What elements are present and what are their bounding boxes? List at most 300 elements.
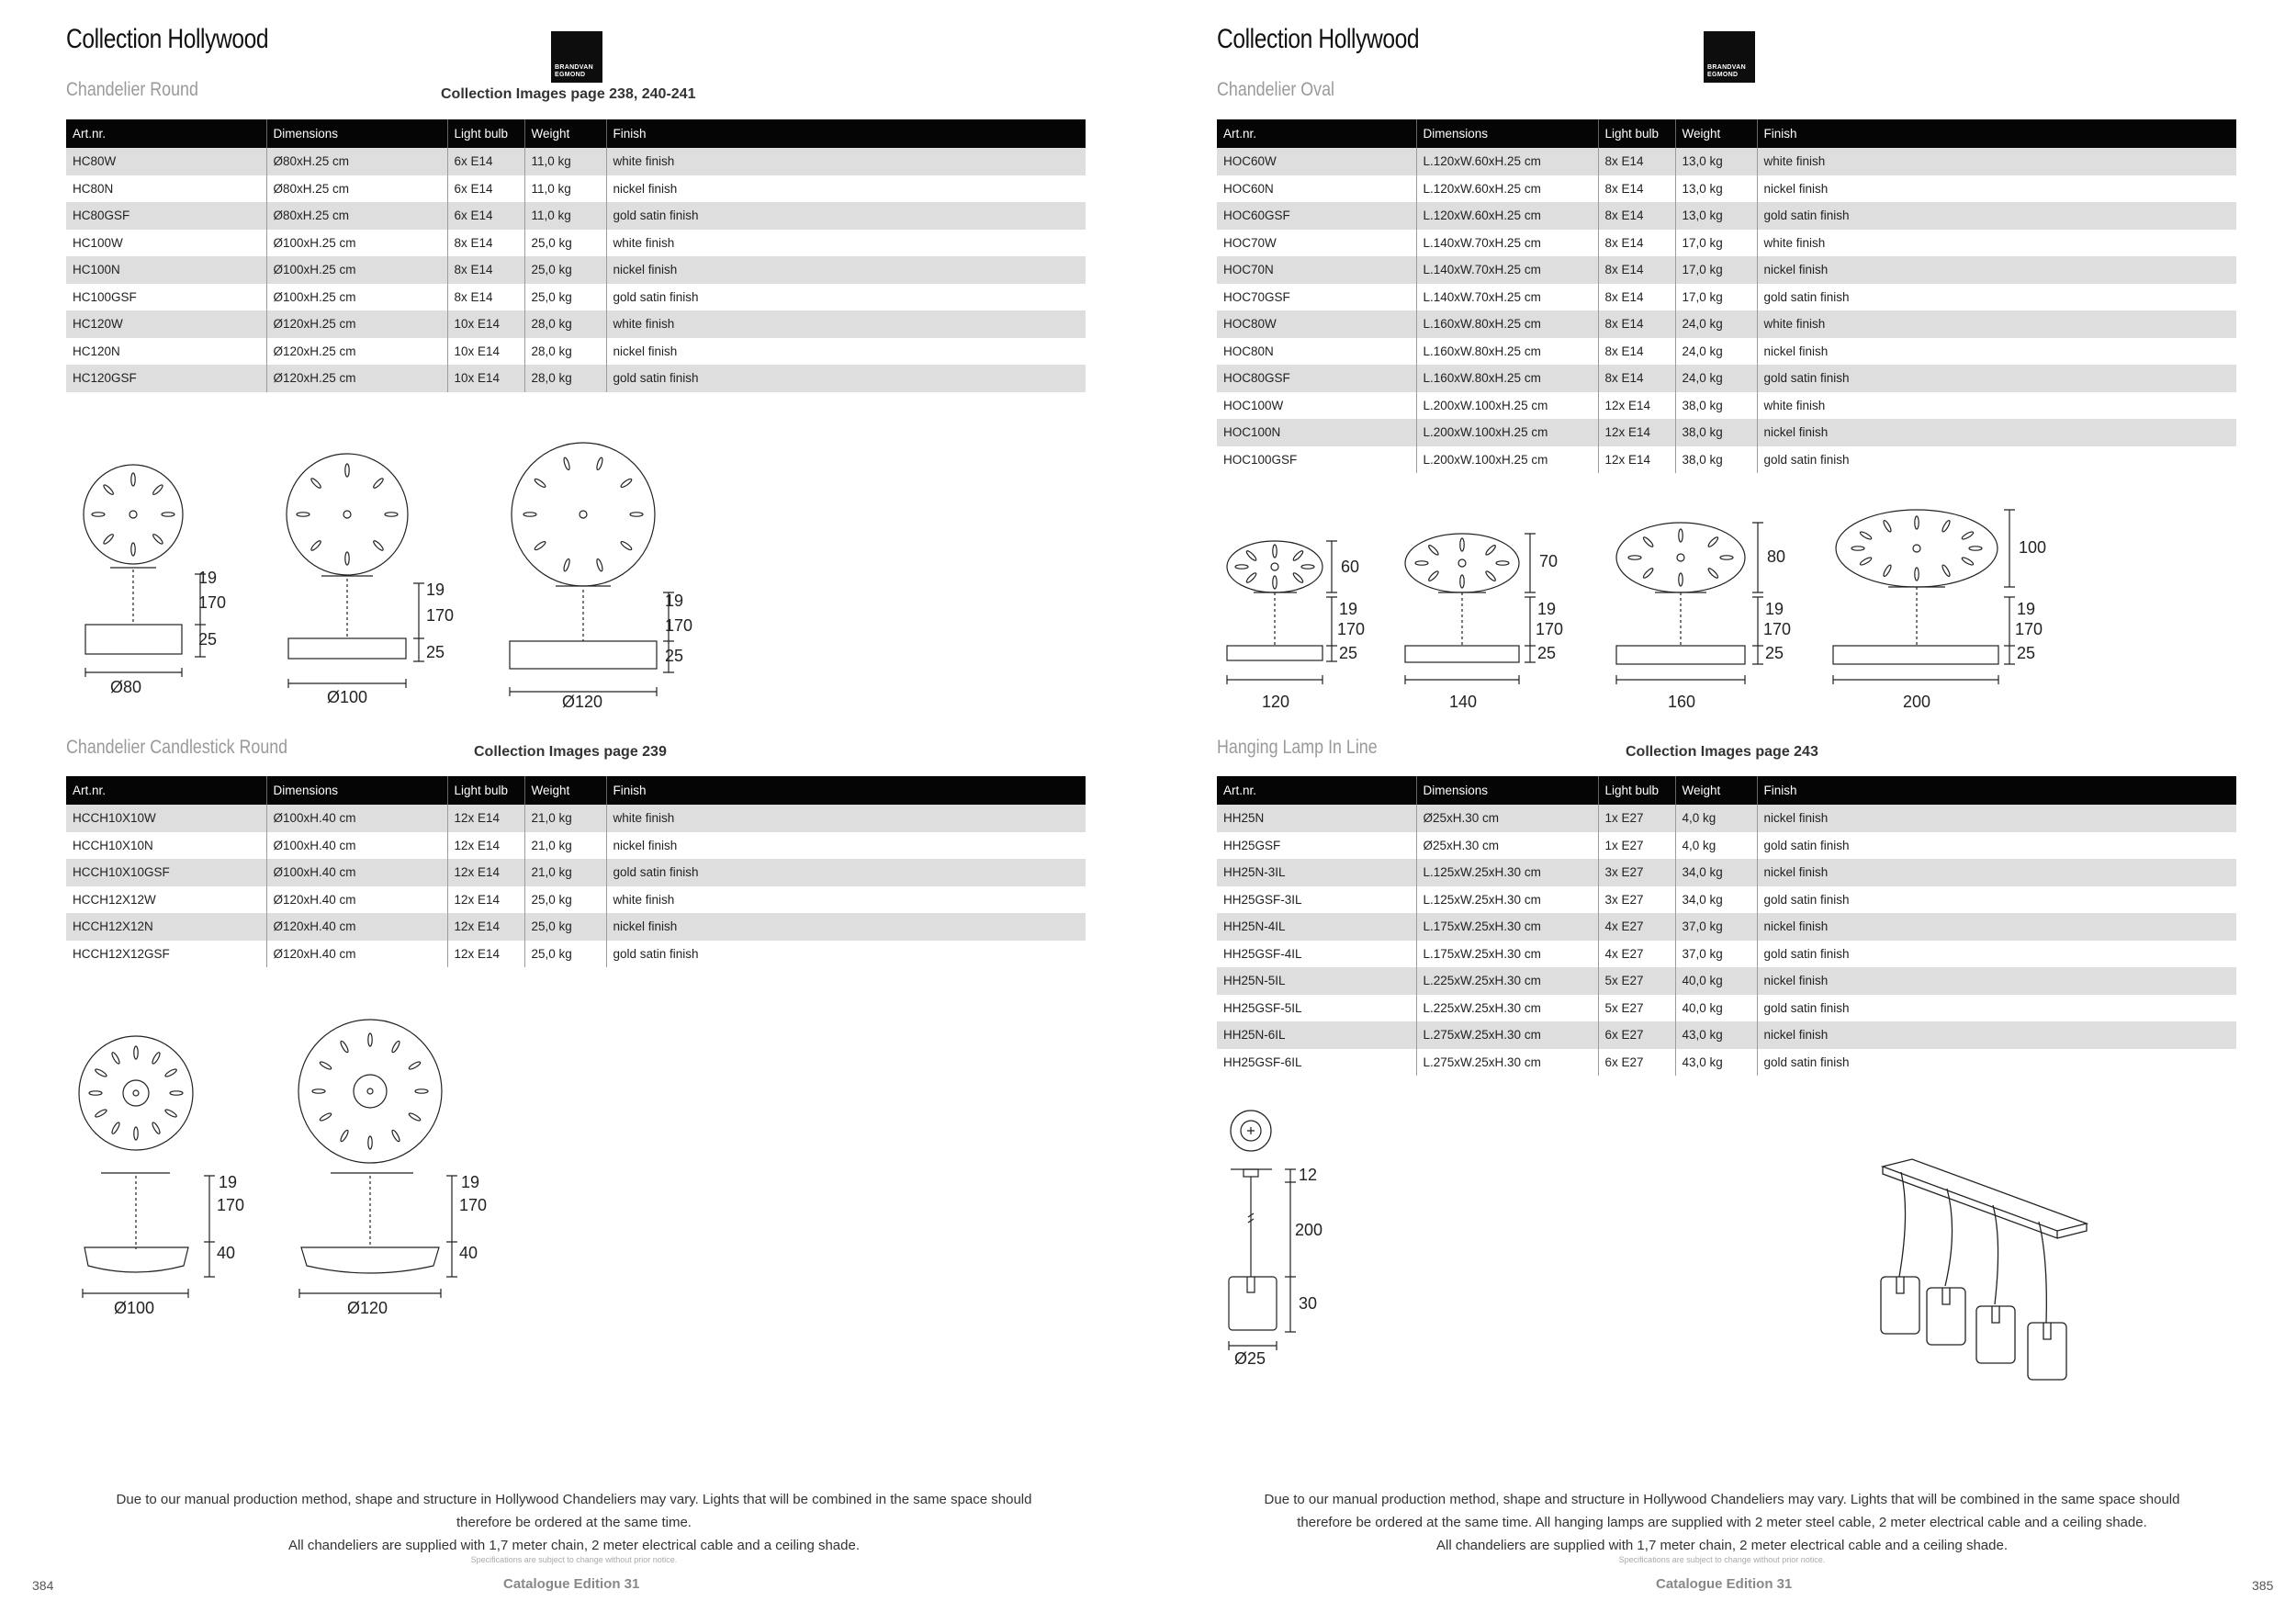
chandelier-oval-drawings bbox=[1221, 501, 2140, 721]
table-cell: Ø100xH.25 cm bbox=[266, 230, 447, 257]
table-cell: L.275xW.25xH.30 cm bbox=[1416, 1021, 1598, 1049]
crystal-mark bbox=[312, 1089, 325, 1093]
column-header: Light bulb bbox=[1598, 119, 1675, 148]
table-cell: 17,0 kg bbox=[1675, 284, 1757, 311]
height-dimension bbox=[1326, 597, 1337, 661]
table-cell: 43,0 kg bbox=[1675, 1049, 1757, 1077]
table-row bbox=[1217, 419, 2236, 446]
top-view-circle bbox=[84, 465, 183, 564]
candlestick-round-drawings bbox=[55, 1001, 533, 1332]
crystal-mark bbox=[152, 1052, 162, 1065]
table-cell: HOC60N bbox=[1217, 175, 1416, 203]
side-view-body bbox=[1227, 646, 1322, 660]
dim-label: 25 bbox=[1537, 644, 1557, 662]
spec-table-candlestick-round bbox=[66, 776, 1086, 967]
crystal-mark bbox=[563, 457, 571, 471]
table-cell: L.200xW.100xH.25 cm bbox=[1416, 446, 1598, 474]
table-cell: white finish bbox=[606, 230, 1086, 257]
table-cell: 34,0 kg bbox=[1675, 886, 1757, 914]
table-cell: 40,0 kg bbox=[1675, 967, 1757, 995]
crystal-mark bbox=[1961, 557, 1974, 567]
crystal-mark bbox=[297, 513, 310, 516]
center-mark bbox=[1677, 554, 1684, 561]
table-cell: 40,0 kg bbox=[1675, 995, 1757, 1022]
crystal-mark bbox=[95, 1068, 107, 1078]
crystal-marks bbox=[1851, 516, 1982, 581]
hanging-lamp-in-line-illustration bbox=[1874, 1139, 2213, 1396]
table-row bbox=[66, 365, 1086, 392]
table-cell: L.160xW.80xH.25 cm bbox=[1416, 365, 1598, 392]
table-cell: L.120xW.60xH.25 cm bbox=[1416, 175, 1598, 203]
table-cell: L.175xW.25xH.30 cm bbox=[1416, 913, 1598, 941]
table-cell: 12x E14 bbox=[447, 832, 524, 860]
table-cell: 10x E14 bbox=[447, 365, 524, 392]
pendant-shade-2 bbox=[1927, 1288, 1965, 1345]
table-cell: gold satin finish bbox=[1757, 284, 2236, 311]
table-header-row bbox=[66, 776, 1086, 805]
table-cell: 10x E14 bbox=[447, 310, 524, 338]
table-cell: 12x E14 bbox=[447, 859, 524, 886]
dim-label: 19 bbox=[198, 569, 218, 587]
side-view-body bbox=[1616, 646, 1745, 664]
dim-label: 80 bbox=[1767, 547, 1786, 566]
table-cell: 3x E27 bbox=[1598, 859, 1675, 886]
table-cell: 4x E27 bbox=[1598, 913, 1675, 941]
height-dimension bbox=[413, 583, 424, 661]
column-header: Art.nr. bbox=[1217, 776, 1416, 805]
length-dimension bbox=[1227, 675, 1322, 684]
height-dimension bbox=[1525, 597, 1536, 662]
column-header: Art.nr. bbox=[66, 119, 266, 148]
crystal-mark bbox=[1679, 529, 1683, 542]
table-cell: nickel finish bbox=[606, 338, 1086, 366]
table-row bbox=[1217, 941, 2236, 968]
table-cell: 5x E27 bbox=[1598, 967, 1675, 995]
table-cell: HH25GSF bbox=[1217, 832, 1416, 860]
crystal-mark bbox=[534, 540, 546, 551]
table-cell: HOC70N bbox=[1217, 256, 1416, 284]
table-cell: 13,0 kg bbox=[1675, 148, 1757, 175]
table-cell: Ø120xH.40 cm bbox=[266, 886, 447, 914]
side-view-body bbox=[1833, 646, 1998, 664]
drawing-round-120 bbox=[510, 443, 674, 696]
column-header: Dimensions bbox=[266, 119, 447, 148]
table-cell: 8x E14 bbox=[447, 256, 524, 284]
table-cell: L.160xW.80xH.25 cm bbox=[1416, 310, 1598, 338]
table-cell: L.160xW.80xH.25 cm bbox=[1416, 338, 1598, 366]
table-row bbox=[66, 338, 1086, 366]
table-row bbox=[1217, 148, 2236, 175]
table-cell: white finish bbox=[606, 805, 1086, 832]
dim-label: 170 bbox=[217, 1196, 245, 1214]
table-cell: gold satin finish bbox=[606, 284, 1086, 311]
table-cell: 34,0 kg bbox=[1675, 859, 1757, 886]
table-row bbox=[1217, 365, 2236, 392]
width-dimension bbox=[83, 1289, 188, 1298]
center-mark bbox=[367, 1088, 373, 1094]
dim-label: 25 bbox=[426, 643, 445, 661]
dim-label: 12 bbox=[1299, 1166, 1318, 1184]
crystal-mark bbox=[408, 1061, 421, 1071]
table-row bbox=[1217, 913, 2236, 941]
crystal-mark bbox=[1859, 531, 1872, 541]
table-row bbox=[66, 310, 1086, 338]
crystal-mark bbox=[1941, 520, 1952, 533]
page-number: 384 bbox=[32, 1578, 54, 1593]
table-row bbox=[66, 230, 1086, 257]
crystal-mark bbox=[170, 1091, 183, 1095]
dim-label: 30 bbox=[1299, 1294, 1318, 1313]
table-cell: 8x E14 bbox=[447, 230, 524, 257]
crystal-mark bbox=[92, 513, 105, 516]
table-row bbox=[66, 941, 1086, 968]
footer-line: All chandeliers are supplied with 1,7 meter chain, 2 meter electrical cable and a ceiling shade. bbox=[287, 1538, 860, 1553]
crystal-mark bbox=[1707, 536, 1719, 548]
table-cell: 28,0 kg bbox=[524, 338, 606, 366]
hanging-lamp-drawing bbox=[1221, 1098, 1405, 1373]
crystal-mark bbox=[164, 1109, 177, 1119]
table-header-row bbox=[1217, 119, 2236, 148]
table-row bbox=[66, 256, 1086, 284]
crystal-mark bbox=[1961, 531, 1974, 541]
collection-images-reference: Collection Images page 243 bbox=[1626, 744, 1818, 760]
table-cell: Ø120xH.40 cm bbox=[266, 913, 447, 941]
table-cell: 25,0 kg bbox=[524, 913, 606, 941]
collection-images-reference: Collection Images page 239 bbox=[474, 744, 667, 760]
dim-label: 170 bbox=[426, 606, 455, 625]
dim-label: 40 bbox=[459, 1244, 478, 1262]
table-cell: L.120xW.60xH.25 cm bbox=[1416, 202, 1598, 230]
pendant-shade-1 bbox=[1881, 1277, 1919, 1334]
footer-line: therefore be ordered at the same time. All hanging lamps are supplied with 2 meter steel cable, 2 meter electrical cable and a ceiling shade. bbox=[1297, 1515, 2147, 1530]
dim-label: Ø120 bbox=[347, 1299, 388, 1317]
column-header: Dimensions bbox=[266, 776, 447, 805]
dim-label: 19 bbox=[1765, 600, 1784, 618]
column-header: Art.nr. bbox=[1217, 119, 1416, 148]
dim-label: 120 bbox=[1262, 693, 1290, 711]
dim-label: Ø25 bbox=[1234, 1349, 1266, 1368]
logo-line-1: BRANDVAN bbox=[1707, 64, 1746, 71]
height-dimension bbox=[1752, 597, 1763, 664]
table-cell: Ø80xH.25 cm bbox=[266, 202, 447, 230]
column-header: Light bulb bbox=[447, 119, 524, 148]
dim-label: 160 bbox=[1668, 693, 1696, 711]
footer-line: Due to our manual production method, shape and structure in Hollywood Chandeliers may vary. Lights that will be combined in the same space should bbox=[1264, 1492, 2180, 1507]
column-header: Light bulb bbox=[1598, 776, 1675, 805]
column-header: Weight bbox=[1675, 776, 1757, 805]
table-row bbox=[1217, 1021, 2236, 1049]
table-row bbox=[1217, 859, 2236, 886]
center-mark bbox=[1271, 563, 1278, 570]
table-cell: HH25GSF-6IL bbox=[1217, 1049, 1416, 1077]
table-cell: L.275xW.25xH.30 cm bbox=[1416, 1049, 1598, 1077]
crystal-mark bbox=[1720, 556, 1733, 559]
table-cell: HH25N-4IL bbox=[1217, 913, 1416, 941]
drawing-oval-140 bbox=[1405, 534, 1536, 684]
crystal-mark bbox=[152, 533, 163, 545]
crystal-mark bbox=[1642, 567, 1654, 579]
section-subtitle-candlestick-round: Chandelier Candlestick Round bbox=[66, 737, 288, 758]
top-view-ellipse bbox=[1616, 523, 1745, 592]
length-dimension bbox=[1405, 675, 1519, 684]
crystal-mark bbox=[408, 1112, 421, 1122]
table-cell: HOC60W bbox=[1217, 148, 1416, 175]
table-cell: Ø100xH.25 cm bbox=[266, 256, 447, 284]
table-row bbox=[66, 886, 1086, 914]
catalogue-edition: Catalogue Edition 31 bbox=[503, 1576, 640, 1592]
table-cell: 25,0 kg bbox=[524, 886, 606, 914]
table-row bbox=[66, 913, 1086, 941]
dim-label: 25 bbox=[198, 630, 218, 648]
table-cell: 12x E14 bbox=[1598, 446, 1675, 474]
page-title: Collection Hollywood bbox=[66, 24, 269, 54]
column-header: Finish bbox=[606, 119, 1086, 148]
top-view-circle bbox=[298, 1020, 442, 1163]
column-header: Finish bbox=[1757, 776, 2236, 805]
crystal-mark bbox=[1859, 557, 1872, 567]
dim-label: 170 bbox=[198, 593, 227, 612]
crystal-mark bbox=[152, 1122, 162, 1134]
table-row bbox=[66, 805, 1086, 832]
table-cell: HOC80GSF bbox=[1217, 365, 1416, 392]
dim-label: 140 bbox=[1449, 693, 1478, 711]
dim-label: Ø100 bbox=[327, 688, 368, 706]
table-cell: 24,0 kg bbox=[1675, 338, 1757, 366]
table-cell: 37,0 kg bbox=[1675, 913, 1757, 941]
table-row bbox=[1217, 886, 2236, 914]
table-cell: L.125xW.25xH.30 cm bbox=[1416, 886, 1598, 914]
pendant-cables bbox=[1899, 1172, 2046, 1323]
table-cell: white finish bbox=[606, 310, 1086, 338]
crystal-mark bbox=[111, 1052, 121, 1065]
column-header: Weight bbox=[524, 776, 606, 805]
crystal-mark bbox=[415, 1089, 428, 1093]
crystal-mark bbox=[1485, 544, 1497, 556]
page-title: Collection Hollywood bbox=[1217, 24, 1420, 54]
crystal-mark bbox=[372, 478, 384, 490]
center-mark bbox=[1913, 545, 1920, 552]
height-dimension bbox=[446, 1176, 457, 1277]
crystal-marks bbox=[1628, 529, 1733, 586]
table-cell: Ø100xH.40 cm bbox=[266, 805, 447, 832]
crystal-mark bbox=[310, 539, 322, 551]
table-cell: 4x E27 bbox=[1598, 941, 1675, 968]
table-cell: HCCH12X12GSF bbox=[66, 941, 266, 968]
catalogue-edition: Catalogue Edition 31 bbox=[1656, 1576, 1793, 1592]
table-cell: 43,0 kg bbox=[1675, 1021, 1757, 1049]
column-header: Dimensions bbox=[1416, 119, 1598, 148]
column-header: Finish bbox=[606, 776, 1086, 805]
table-cell: white finish bbox=[1757, 310, 2236, 338]
table-cell: nickel finish bbox=[1757, 338, 2236, 366]
side-view-bowl bbox=[84, 1247, 188, 1272]
dim-label: 25 bbox=[665, 647, 684, 665]
crystal-mark bbox=[596, 457, 604, 471]
width-dimension bbox=[1752, 523, 1763, 592]
crystal-mark bbox=[95, 1109, 107, 1119]
crystal-mark bbox=[152, 484, 163, 496]
table-cell: 37,0 kg bbox=[1675, 941, 1757, 968]
dim-label: 19 bbox=[461, 1173, 480, 1191]
brand-logo bbox=[1704, 31, 1755, 83]
side-view-body bbox=[85, 625, 182, 654]
bulb-holder bbox=[1247, 1277, 1255, 1292]
table-cell: 12x E14 bbox=[447, 913, 524, 941]
center-ring bbox=[123, 1080, 149, 1106]
table-cell: L.175xW.25xH.30 cm bbox=[1416, 941, 1598, 968]
top-view-circle bbox=[287, 454, 408, 575]
table-cell: nickel finish bbox=[1757, 859, 2236, 886]
table-cell: 11,0 kg bbox=[524, 175, 606, 203]
crystal-mark bbox=[1235, 565, 1248, 569]
crystal-mark bbox=[345, 552, 349, 565]
crystal-mark bbox=[162, 513, 174, 516]
dim-label: 25 bbox=[1765, 644, 1784, 662]
crystal-mark bbox=[1427, 544, 1439, 556]
table-row bbox=[1217, 230, 2236, 257]
table-row bbox=[66, 859, 1086, 886]
dim-label: 170 bbox=[1763, 620, 1792, 638]
table-cell: 25,0 kg bbox=[524, 230, 606, 257]
table-cell: HH25N bbox=[1217, 805, 1416, 832]
table-row bbox=[66, 175, 1086, 203]
crystal-mark bbox=[340, 1040, 350, 1053]
crystal-mark bbox=[1679, 573, 1683, 586]
table-cell: 1x E27 bbox=[1598, 832, 1675, 860]
crystal-mark bbox=[1273, 576, 1277, 589]
table-cell: HC120N bbox=[66, 338, 266, 366]
table-row bbox=[1217, 392, 2236, 420]
table-cell: Ø25xH.30 cm bbox=[1416, 805, 1598, 832]
specifications-note: Specifications are subject to change without prior notice. bbox=[1618, 1555, 1826, 1564]
table-cell: 12x E14 bbox=[1598, 419, 1675, 446]
table-row bbox=[1217, 446, 2236, 474]
top-view-ellipse bbox=[1227, 541, 1322, 592]
table-cell: 8x E14 bbox=[1598, 284, 1675, 311]
crystal-mark bbox=[111, 1122, 121, 1134]
table-cell: 21,0 kg bbox=[524, 859, 606, 886]
table-cell: gold satin finish bbox=[1757, 941, 2236, 968]
table-cell: gold satin finish bbox=[1757, 202, 2236, 230]
crystal-mark bbox=[1915, 568, 1919, 581]
table-cell: 28,0 kg bbox=[524, 365, 606, 392]
table-cell: 8x E14 bbox=[1598, 338, 1675, 366]
table-cell: HC80N bbox=[66, 175, 266, 203]
crystal-mark bbox=[1642, 536, 1654, 548]
table-cell: L.140xW.70xH.25 cm bbox=[1416, 230, 1598, 257]
dim-label: 19 bbox=[665, 592, 684, 610]
dim-label: 170 bbox=[459, 1196, 488, 1214]
width-dimension bbox=[288, 679, 406, 688]
table-cell: HOC80W bbox=[1217, 310, 1416, 338]
table-cell: 13,0 kg bbox=[1675, 202, 1757, 230]
center-mark bbox=[1458, 559, 1466, 567]
table-cell: HC100N bbox=[66, 256, 266, 284]
width-dimension bbox=[1525, 534, 1536, 592]
dim-label: 200 bbox=[1295, 1221, 1323, 1239]
table-cell: HOC70W bbox=[1217, 230, 1416, 257]
table-cell: HH25GSF-3IL bbox=[1217, 886, 1416, 914]
crystal-mark bbox=[319, 1061, 332, 1071]
crystal-mark bbox=[103, 533, 115, 545]
crystal-mark bbox=[1628, 556, 1641, 559]
table-row bbox=[1217, 284, 2236, 311]
table-cell: white finish bbox=[1757, 148, 2236, 175]
pendant-shade-4 bbox=[2028, 1323, 2066, 1380]
crystal-mark bbox=[630, 513, 643, 516]
top-view-ellipse bbox=[1405, 534, 1519, 592]
table-cell: nickel finish bbox=[1757, 967, 2236, 995]
table-cell: 25,0 kg bbox=[524, 284, 606, 311]
table-cell: nickel finish bbox=[606, 913, 1086, 941]
table-cell: L.225xW.25xH.30 cm bbox=[1416, 967, 1598, 995]
table-row bbox=[1217, 256, 2236, 284]
ceiling-bar-top bbox=[1883, 1159, 2087, 1231]
table-cell: 12x E14 bbox=[447, 941, 524, 968]
top-view-circle bbox=[79, 1036, 193, 1150]
table-cell: HOC70GSF bbox=[1217, 284, 1416, 311]
table-cell: 13,0 kg bbox=[1675, 175, 1757, 203]
dim-label: 19 bbox=[1339, 600, 1358, 618]
collection-images-reference: Collection Images page 238, 240-241 bbox=[441, 86, 696, 102]
table-cell: white finish bbox=[606, 886, 1086, 914]
table-cell: 10x E14 bbox=[447, 338, 524, 366]
dim-label: 170 bbox=[665, 616, 693, 635]
width-dimension bbox=[1326, 541, 1337, 592]
center-mark bbox=[129, 511, 137, 518]
table-cell: 25,0 kg bbox=[524, 941, 606, 968]
table-cell: 1x E27 bbox=[1598, 805, 1675, 832]
crystal-mark bbox=[164, 1068, 177, 1078]
crystal-mark bbox=[1883, 520, 1893, 533]
crystal-mark bbox=[134, 1046, 138, 1059]
table-cell: nickel finish bbox=[606, 256, 1086, 284]
table-cell: nickel finish bbox=[1757, 913, 2236, 941]
crystal-mark bbox=[534, 478, 546, 489]
table-cell: nickel finish bbox=[606, 175, 1086, 203]
table-row bbox=[66, 148, 1086, 175]
crystal-marks bbox=[89, 1046, 183, 1140]
dim-label: 100 bbox=[2019, 538, 2047, 557]
table-cell: gold satin finish bbox=[606, 202, 1086, 230]
table-row bbox=[66, 832, 1086, 860]
column-header: Weight bbox=[524, 119, 606, 148]
table-row bbox=[1217, 805, 2236, 832]
side-view-body bbox=[510, 641, 657, 669]
crystal-mark bbox=[1292, 549, 1304, 561]
crystal-mark bbox=[89, 1091, 102, 1095]
table-cell: HC80W bbox=[66, 148, 266, 175]
crystal-mark bbox=[385, 513, 398, 516]
table-cell: Ø25xH.30 cm bbox=[1416, 832, 1598, 860]
table-cell: HC100W bbox=[66, 230, 266, 257]
dim-label: 19 bbox=[219, 1173, 238, 1191]
brand-logo bbox=[551, 31, 602, 83]
crystal-mark bbox=[103, 484, 115, 496]
table-cell: gold satin finish bbox=[1757, 1049, 2236, 1077]
crystal-mark bbox=[1427, 570, 1439, 582]
table-row bbox=[1217, 995, 2236, 1022]
table-cell: Ø120xH.40 cm bbox=[266, 941, 447, 968]
table-cell: 6x E27 bbox=[1598, 1049, 1675, 1077]
height-dimension bbox=[1285, 1169, 1296, 1332]
crystal-mark bbox=[319, 1112, 332, 1122]
table-cell: gold satin finish bbox=[1757, 995, 2236, 1022]
crystal-mark bbox=[1485, 570, 1497, 582]
crystal-mark bbox=[1273, 545, 1277, 558]
table-cell: 4,0 kg bbox=[1675, 832, 1757, 860]
crystal-mark bbox=[310, 478, 322, 490]
